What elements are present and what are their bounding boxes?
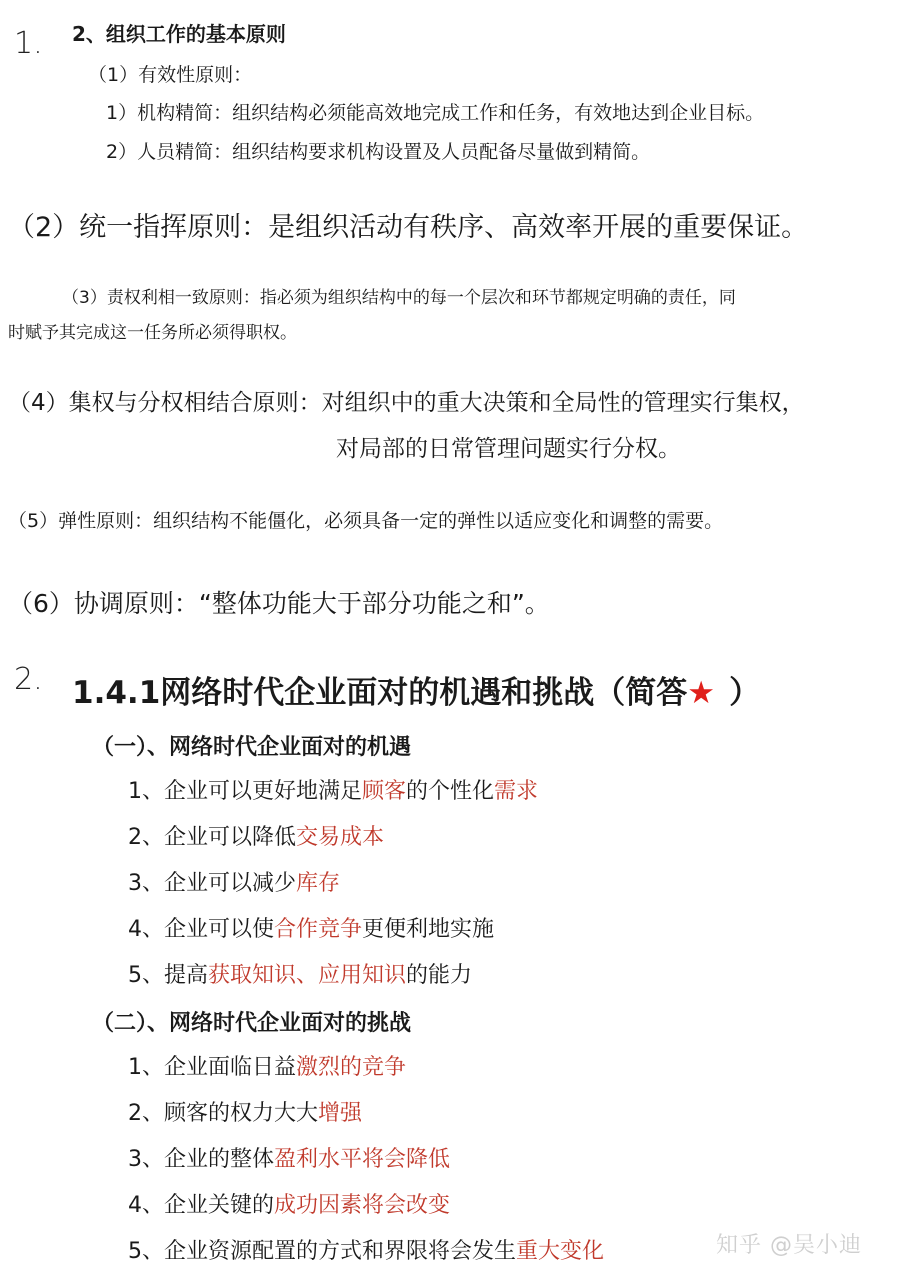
- opportunity-1-text-mid: 的个性化: [406, 779, 495, 804]
- principle-6: （6）协调原则：“整体功能大于部分功能之和”。: [8, 589, 550, 618]
- challenges-heading: （二）、网络时代企业面对的挑战: [92, 1011, 412, 1036]
- challenge-item-5: [128, 1234, 604, 1265]
- principle-1-item-a: 1）机构精简：组织结构必须能高效地完成工作和任务，有效地达到企业目标。: [106, 102, 765, 124]
- section-number-1: 1.: [14, 26, 43, 61]
- challenge-2-text: 2、顾客的权力大大: [128, 1101, 318, 1126]
- challenge-item-1: [128, 1050, 406, 1081]
- challenge-5-highlight: 重大变化: [516, 1239, 605, 1264]
- opportunities-heading: （一）、网络时代企业面对的机遇: [92, 735, 412, 760]
- opportunity-item-4: [128, 912, 494, 943]
- principle-1-heading: （1）有效性原则：: [88, 64, 253, 86]
- section-number-2: 2.: [14, 662, 43, 697]
- opportunity-2-highlight: 交易成本: [296, 825, 385, 850]
- challenge-4-highlight: 成功因素将会改变: [274, 1193, 451, 1218]
- principle-2: （2）统一指挥原则：是组织活动有秩序、高效率开展的重要保证。: [8, 212, 809, 243]
- principle-5: （5）弹性原则：组织结构不能僵化，必须具备一定的弹性以适应变化和调整的需要。: [8, 510, 724, 532]
- opportunity-1-text: 1、企业可以更好地满足: [128, 779, 362, 804]
- challenge-1-highlight: 激烈的竞争: [296, 1055, 407, 1080]
- section-title-network-era: [72, 667, 760, 712]
- principle-4-line-1: （4）集权与分权相结合原则：对组织中的重大决策和全局性的管理实行集权，: [8, 390, 805, 416]
- principle-3-line-2: 时赋予其完成这一任务所必须得职权。: [8, 323, 297, 343]
- opportunity-3-text: 3、企业可以减少: [128, 871, 296, 896]
- opportunity-1-highlight-a: 顾客: [362, 779, 407, 804]
- star-icon: ★: [687, 675, 716, 711]
- opportunity-5-text: 5、提高: [128, 963, 208, 988]
- opportunity-5-highlight-a: 获取知识: [208, 963, 297, 988]
- principle-3-line-1: （3）责权利相一致原则：指必须为组织结构中的每一个层次和环节都规定明确的责任，同: [62, 288, 736, 308]
- section-title-close: ）: [729, 675, 761, 711]
- principle-1-item-b: 2）人员精简：组织结构要求机构设置及人员配备尽量做到精简。: [106, 141, 651, 163]
- opportunity-item-3: [128, 866, 340, 897]
- opportunity-item-2: [128, 820, 384, 851]
- opportunity-4-text-end: 更便利地实施: [362, 917, 495, 942]
- challenge-1-text: 1、企业面临日益: [128, 1055, 296, 1080]
- opportunity-5-highlight-b: 应用知识: [318, 963, 407, 988]
- opportunity-1-highlight-b: 需求: [494, 779, 539, 804]
- challenge-2-highlight: 增强: [318, 1101, 363, 1126]
- opportunity-4-text: 4、企业可以使: [128, 917, 274, 942]
- section-title-text: 1.4.1网络时代企业面对的机遇和挑战（简答: [72, 675, 688, 711]
- challenge-3-text: 3、企业的整体: [128, 1147, 274, 1172]
- challenge-3-highlight: 盈利水平将会降低: [274, 1147, 451, 1172]
- opportunity-4-highlight: 合作竞争: [274, 917, 363, 942]
- opportunity-item-1: [128, 774, 538, 805]
- challenge-4-text: 4、企业关键的: [128, 1193, 274, 1218]
- opportunity-5-text-end: 的能力: [406, 963, 473, 988]
- opportunity-5-separator: 、: [296, 963, 319, 988]
- principle-4-line-2: 对局部的日常管理问题实行分权。: [336, 436, 681, 462]
- challenge-item-2: [128, 1096, 362, 1127]
- opportunity-3-highlight: 库存: [296, 871, 341, 896]
- watermark: 知乎 @吴小迪: [716, 1233, 862, 1258]
- challenge-item-3: [128, 1142, 450, 1173]
- section-title-principles: 2、组织工作的基本原则: [72, 22, 286, 46]
- opportunity-item-5: [128, 958, 472, 989]
- challenge-item-4: [128, 1188, 450, 1219]
- challenge-5-text: 5、企业资源配置的方式和界限将会发生: [128, 1239, 516, 1264]
- opportunity-2-text: 2、企业可以降低: [128, 825, 296, 850]
